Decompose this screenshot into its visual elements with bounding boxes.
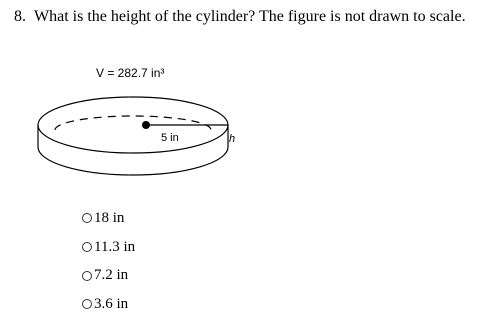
choice-d[interactable] [82,290,135,319]
radio-button[interactable] [82,213,92,223]
question-prompt: What is the height of the cylinder? The figure is not drawn to scale. [34,8,466,25]
radio-button[interactable] [82,299,92,309]
height-label: h [229,133,236,145]
choice-label: 11.3 in [94,238,136,255]
radio-button[interactable] [82,242,92,252]
radius-label: 5 in [161,132,179,144]
cylinder-side [38,125,228,175]
answer-choices [82,204,135,319]
center-point [142,121,150,129]
volume-label: V = 282.7 in³ [96,66,165,80]
choice-label: 18 in [94,209,125,226]
choice-a[interactable] [82,204,135,233]
choice-b[interactable] [82,233,135,262]
radio-button[interactable] [82,271,92,281]
question-number: 8. [14,8,26,25]
choice-label: 3.6 in [94,295,129,312]
hidden-edge [55,116,211,130]
choice-label: 7.2 in [94,267,129,284]
choice-c[interactable] [82,261,135,290]
